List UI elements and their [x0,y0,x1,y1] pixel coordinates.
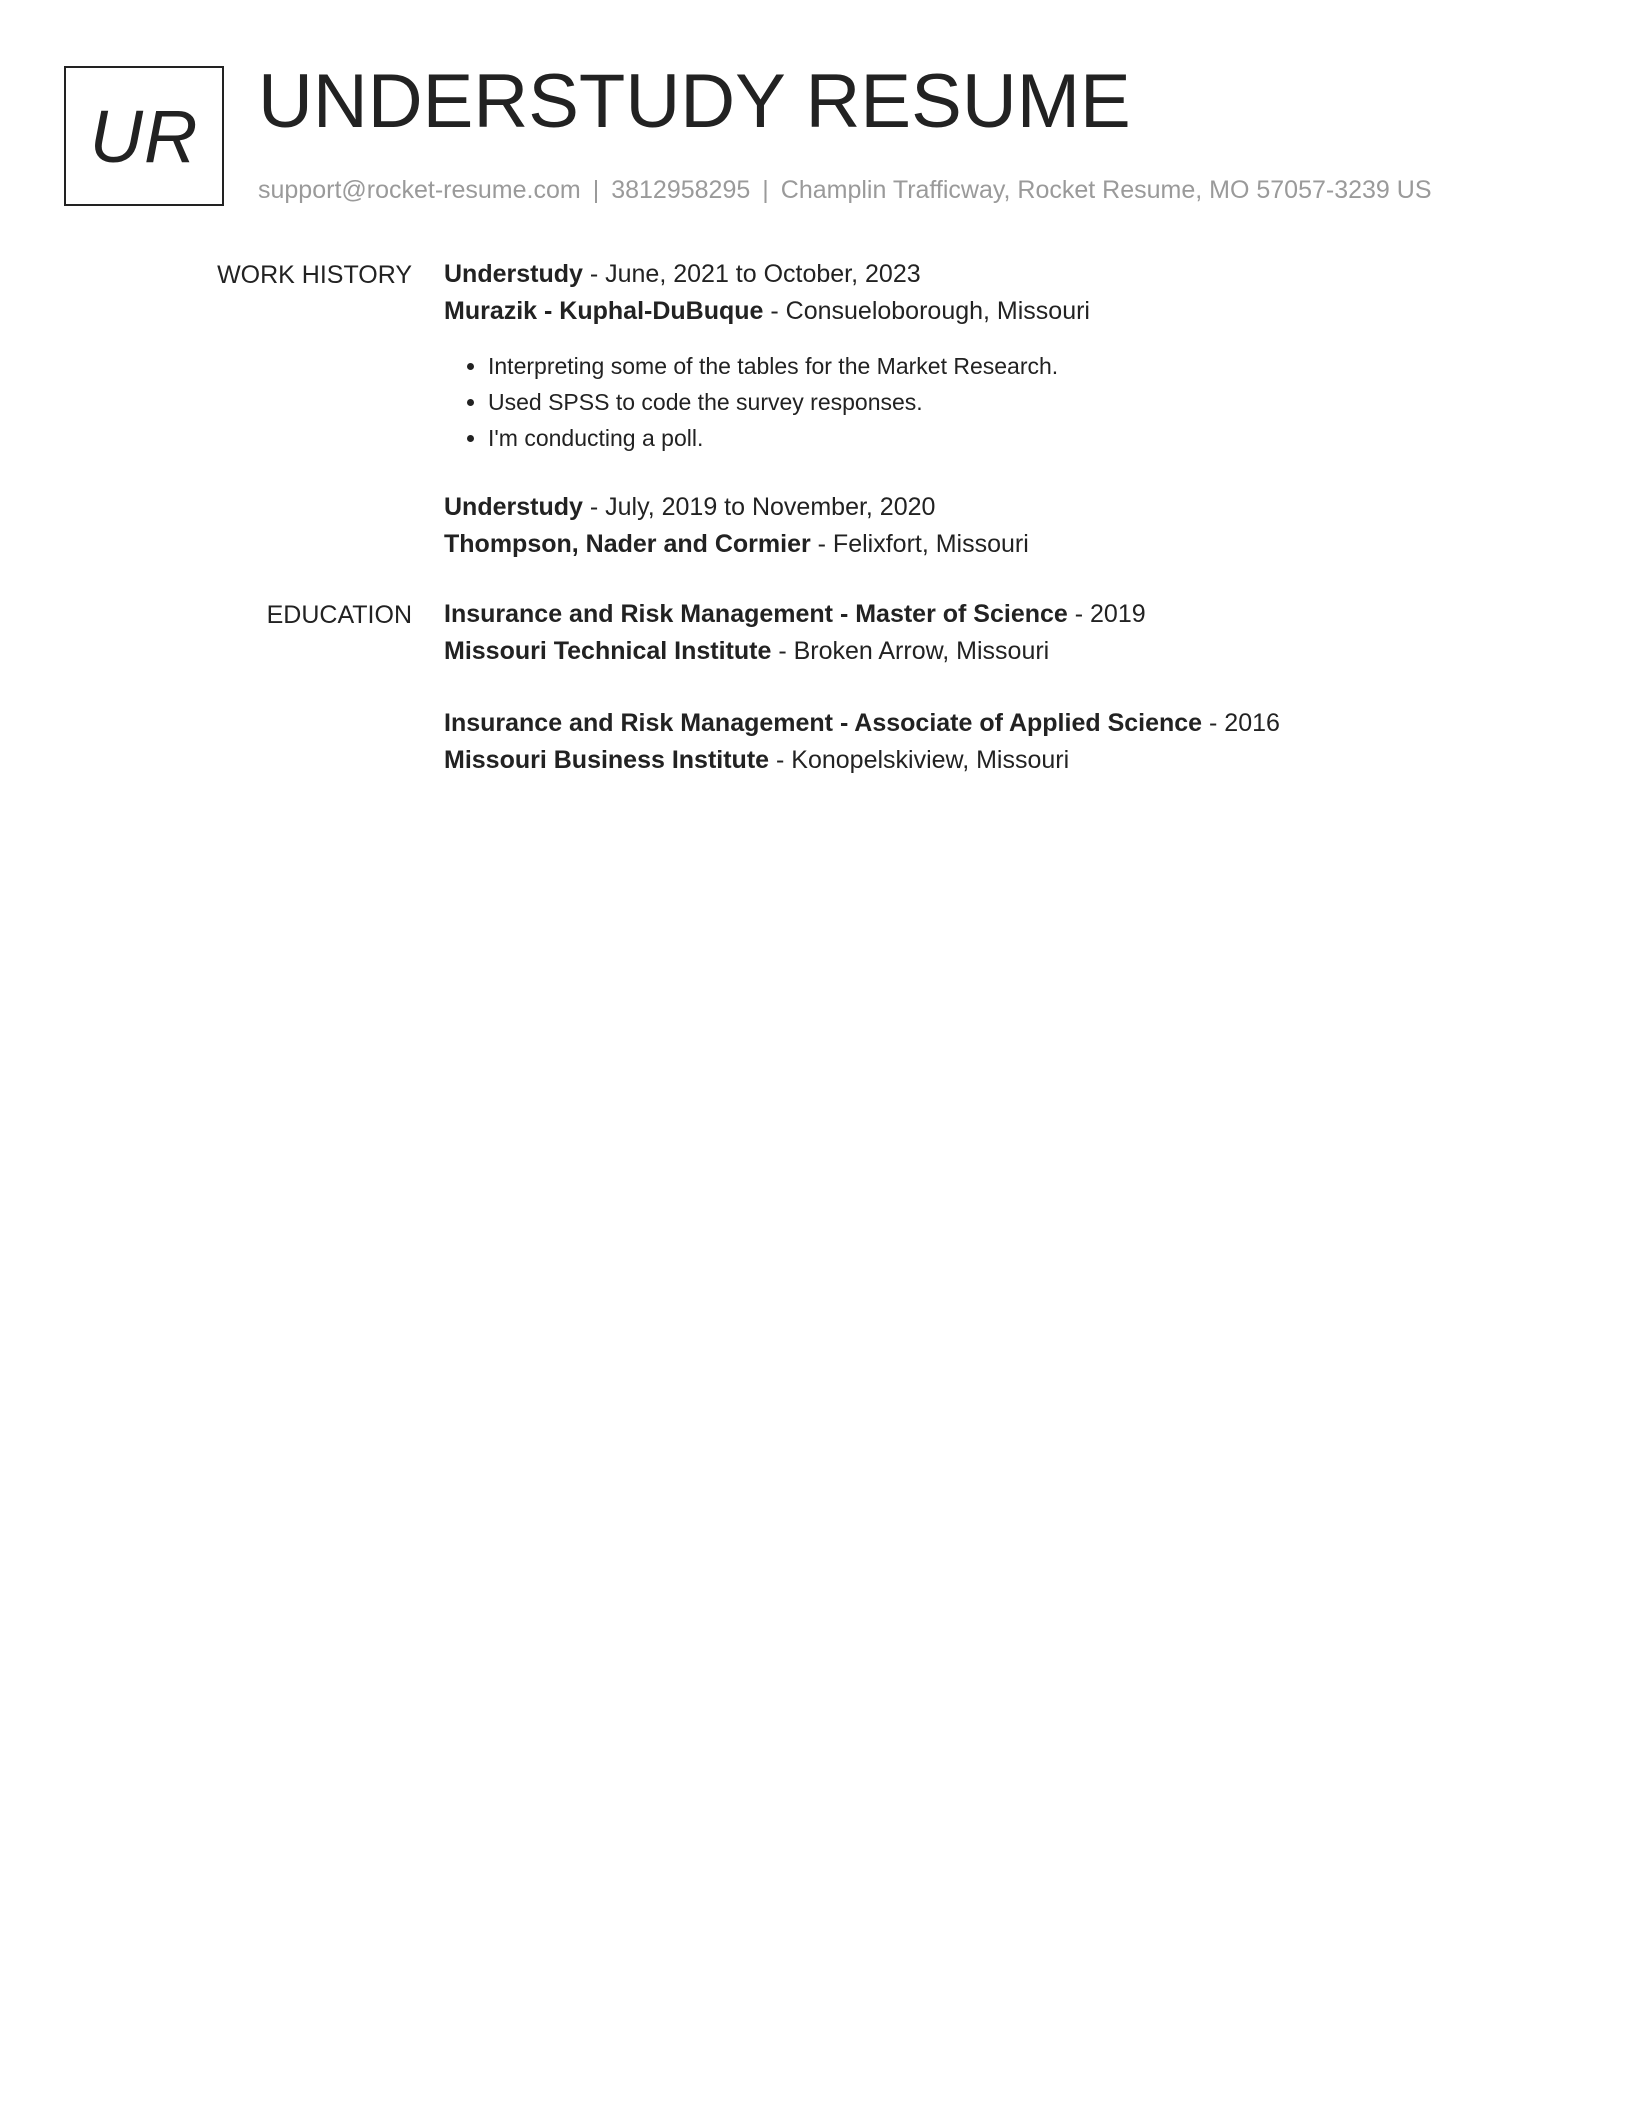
job-dates: - June, 2021 to October, 2023 [582,260,921,288]
monogram-badge [64,66,224,206]
contact-address: Champlin Trafficway, Rocket Resume, MO 57057-3239 US [780,176,1432,204]
contact-email: support@rocket-resume.com [258,176,581,204]
school-name: Missouri Business Institute [444,746,770,774]
school-line [444,633,1146,670]
job-company-line [444,526,1029,563]
job-location: - Felixfort, Missouri [810,530,1029,558]
job-dates: - July, 2019 to November, 2020 [582,493,936,521]
job-entry-2 [444,489,1029,563]
job-bullets [444,348,1058,456]
school-location: - Broken Arrow, Missouri [771,637,1050,665]
monogram-initials: UR [89,94,199,178]
job-title: Understudy [444,260,583,288]
job-title-line [444,489,1029,526]
list-item: • Interpreting some of the tables for the Market Research. [488,348,1058,384]
degree-line [444,705,1280,742]
section-label-work-history: WORK HISTORY [217,261,412,289]
list-item: • I'm conducting a poll. [488,420,1058,456]
education-entry-2 [444,705,1280,779]
school-location: - Konopelskiview, Missouri [769,746,1070,774]
degree-year: - 2019 [1067,600,1146,628]
education-entry-1 [444,596,1146,670]
contact-separator: | [762,176,769,204]
job-title: Understudy [444,493,583,521]
degree-name: Insurance and Risk Management - Associate of Applied Science [444,709,1203,737]
resume-name: UNDERSTUDY RESUME [258,59,1131,144]
job-company-line [444,293,1090,330]
contact-phone: 3812958295 [611,176,751,204]
job-entry-1 [444,256,1090,330]
school-line [444,742,1280,779]
list-item: • Used SPSS to code the survey responses. [488,384,1058,420]
degree-line [444,596,1146,633]
job-title-line [444,256,1090,293]
contact-line [258,174,1432,206]
degree-name: Insurance and Risk Management - Master of Science [444,600,1068,628]
degree-year: - 2016 [1202,709,1280,737]
contact-separator: | [592,176,600,204]
job-location: - Consueloborough, Missouri [763,297,1090,325]
school-name: Missouri Technical Institute [444,637,772,665]
section-label-education: EDUCATION [266,601,412,629]
job-company: Thompson, Nader and Cormier [444,530,811,558]
job-company: Murazik - Kuphal-DuBuque [444,297,764,325]
